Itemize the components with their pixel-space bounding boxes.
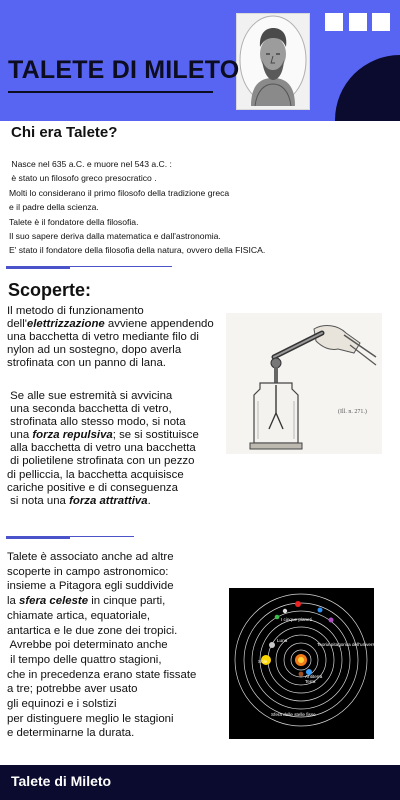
- paragraph-line: Il metodo di funzionamento: [7, 305, 144, 317]
- bio-line: Il suo sapere deriva dalla matematica e dall'astronomia.: [9, 231, 221, 242]
- decorative-circle: [335, 55, 400, 121]
- section-divider-2-accent: [6, 536, 70, 539]
- paragraph-line: cariche positive e di conseguenza: [7, 481, 178, 494]
- bio-text-block: [9, 157, 389, 258]
- astronomy-paragraph: [7, 550, 196, 741]
- paragraph-line: strofinata con un panno di lana.: [7, 357, 166, 370]
- forces-paragraph: [7, 390, 199, 508]
- bio-line: e il padre della scienza.: [9, 202, 99, 213]
- paragraph-line: Se alle sue estremità si avvicina: [7, 390, 173, 402]
- section-divider-accent: [6, 266, 70, 269]
- text-run: si nota una: [7, 494, 70, 507]
- paragraph-line: [7, 594, 196, 609]
- paragraph-line: a tre; potrebbe aver usato: [7, 683, 138, 696]
- emphasis-elettrizzazione: elettrizzazione: [26, 318, 105, 331]
- header-square-3: [372, 13, 390, 31]
- paragraph-line: e determinarne la durata.: [7, 727, 135, 740]
- electroscope-illustration: [226, 313, 382, 454]
- paragraph-line: alla bacchetta di vetro una bacchetta: [7, 442, 196, 455]
- bio-line: Talete è il fondatore della filosofia.: [9, 216, 139, 227]
- paragraph-line: chiamate artica, equatoriale,: [7, 609, 151, 622]
- paragraph-line: una bacchetta di vetro mediante filo di: [7, 331, 199, 344]
- text-run: .: [147, 494, 151, 507]
- label-sole: Sole: [258, 659, 268, 664]
- thales-portrait-image: [236, 13, 310, 110]
- paragraph-line: nylon ad un sostegno, dopo averla: [7, 344, 182, 357]
- text-run: avviene appendendo: [104, 318, 214, 331]
- paragraph-line: per distinguere meglio le stagioni: [7, 712, 174, 725]
- label-luna: Luna: [277, 638, 288, 643]
- text-run: la: [7, 595, 20, 608]
- label-teoria: Teoria pitagorica dell'universo: [317, 642, 374, 647]
- paragraph-line: [7, 495, 199, 508]
- emphasis-sfera-celeste: sfera celeste: [19, 595, 89, 608]
- section-heading-scoperte: Scoperte:: [8, 280, 92, 300]
- text-run: in cinque parti,: [88, 595, 166, 608]
- label-terra: Terra: [305, 679, 316, 684]
- header-square-2: [349, 13, 367, 31]
- label-antiterra: Antiterra: [305, 674, 323, 679]
- text-run: una: [7, 429, 33, 442]
- emphasis-forza-attrattiva: forza attrattiva: [69, 494, 148, 507]
- paragraph-line: [7, 318, 214, 331]
- paragraph-line: di pelliccia, la bacchetta acquisisce: [7, 468, 184, 481]
- text-run: ; se si sostituisce: [112, 429, 199, 442]
- section-heading-who: Chi era Talete?: [11, 124, 118, 141]
- header-square-1: [325, 13, 343, 31]
- paragraph-line: Talete è associato anche ad altre: [7, 551, 174, 563]
- paragraph-line: che in precedenza erano state fissate: [7, 668, 197, 681]
- page-title: TALETE DI MILETO: [8, 56, 240, 84]
- bio-line: è stato un filosofo greco presocratico .: [9, 173, 157, 184]
- bio-line: E' stato il fondatore della filosofia della natura, ovvero della FISICA.: [9, 245, 266, 256]
- illustration-caption: (Ill. n. 271.): [338, 409, 367, 415]
- paragraph-line: antartica e le due zone dei tropici.: [7, 624, 178, 637]
- title-underline: [8, 91, 213, 93]
- pythagorean-universe-diagram: [229, 588, 374, 739]
- footer-title: Talete di Mileto: [11, 773, 112, 789]
- paragraph-line: scoperte in campo astronomico:: [7, 565, 169, 578]
- paragraph-line: insieme a Pitagora egli suddivide: [7, 580, 174, 593]
- bio-line: Molti lo considerano il primo filosofo della tradizione greca: [9, 187, 230, 198]
- paragraph-line: Avrebbe poi determinato anche: [7, 639, 168, 652]
- paragraph-line: gli equinozi e i solstizi: [7, 698, 117, 711]
- paragraph-line: [7, 429, 199, 442]
- emphasis-forza-repulsiva: forza repulsiva: [32, 429, 113, 442]
- bio-line: Nasce nel 635 a.C. e muore nel 543 a.C. :: [9, 159, 172, 169]
- paragraph-line: il tempo delle quattro stagioni,: [7, 653, 162, 666]
- paragraph-line: una seconda bacchetta di vetro,: [7, 403, 172, 416]
- paragraph-line: di polietilene strofinata con un pezzo: [7, 455, 195, 468]
- text-run: dell': [7, 318, 27, 331]
- label-sfera: Sfera delle stelle fisse: [271, 712, 316, 717]
- paragraph-line: strofinata allo stesso modo, si nota: [7, 416, 186, 429]
- electrification-paragraph: [7, 305, 214, 370]
- label-pianeti: I cinque pianeti: [281, 617, 312, 622]
